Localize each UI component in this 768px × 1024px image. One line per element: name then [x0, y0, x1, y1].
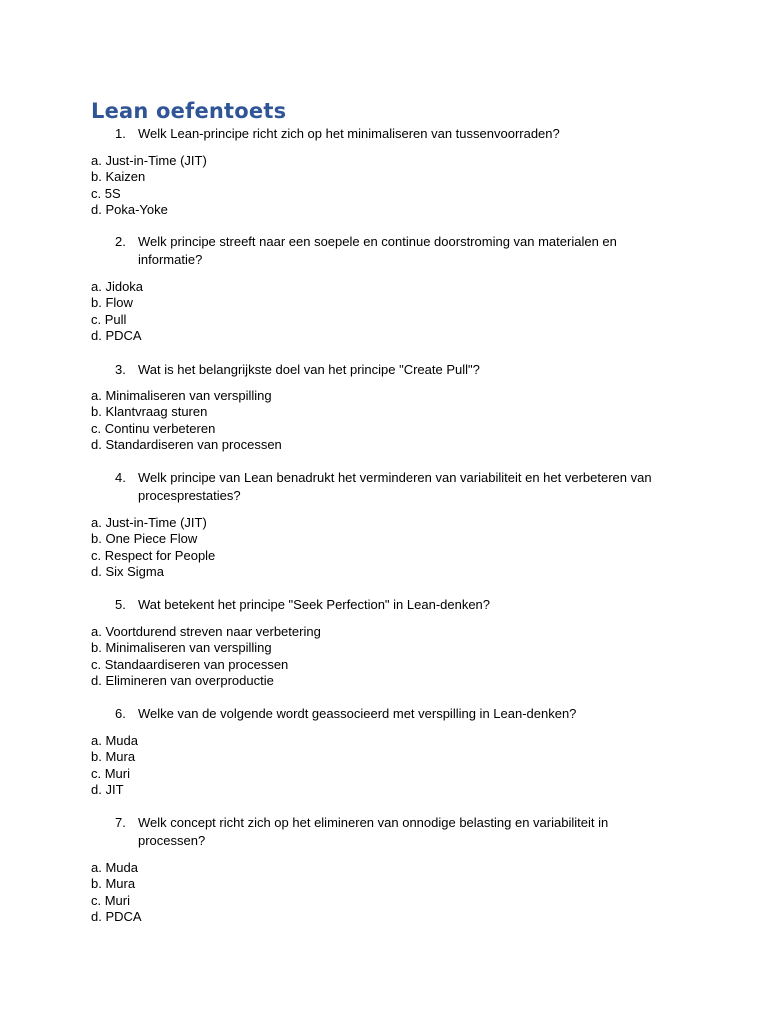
answer-option-d: d. Standardiseren van processen — [91, 437, 282, 453]
answer-options — [0, 860, 768, 926]
question-2 — [0, 233, 768, 345]
answer-option-b: b. One Piece Flow — [91, 531, 198, 547]
answer-option-d: d. Poka-Yoke — [91, 202, 168, 218]
answer-option-c: c. 5S — [91, 185, 121, 201]
answer-option-b: b. Minimaliseren van verspilling — [91, 640, 272, 656]
question-1 — [0, 125, 768, 219]
answer-option-d: d. JIT — [91, 782, 124, 798]
answer-option-d: d. PDCA — [91, 909, 142, 925]
question-number: 1. — [115, 126, 126, 141]
question-text — [0, 469, 768, 505]
question-number: 5. — [115, 597, 126, 612]
answer-option-a: a. Minimaliseren van verspilling — [91, 388, 272, 403]
answer-option-a: a. Muda — [91, 860, 138, 875]
answer-option-a: a. Voortdurend streven naar verbetering — [91, 624, 321, 639]
answer-option-a: a. Jidoka — [91, 279, 144, 294]
question-3 — [0, 361, 768, 454]
answer-options — [0, 624, 768, 690]
answer-option-c: c. Standaardiseren van processen — [91, 656, 289, 672]
question-4 — [0, 469, 768, 581]
question-label: Wat is het belangrijkste doel van het principe "Create Pull"? — [138, 362, 480, 377]
answer-option-c: c. Muri — [91, 892, 130, 908]
question-5 — [0, 596, 768, 690]
question-label: Wat betekent het principe "Seek Perfection" in Lean-denken? — [138, 597, 491, 612]
question-label: Welk principe van Lean benadrukt het verminderen van variabiliteit en het verbeteren van procesprestaties? — [138, 470, 652, 503]
answer-option-b: b. Klantvraag sturen — [91, 404, 208, 420]
question-text — [0, 596, 768, 614]
question-label: Welke van de volgende wordt geassocieerd met verspilling in Lean-denken? — [138, 706, 577, 721]
question-number: 4. — [115, 470, 126, 485]
answer-option-c: c. Muri — [91, 765, 130, 781]
question-label: Welk concept richt zich op het elimineren van onnodige belasting en variabiliteit in processen? — [138, 815, 609, 848]
answer-option-c: c. Continu verbeteren — [91, 420, 216, 436]
question-7 — [0, 814, 768, 926]
answer-option-d: d. Elimineren van overproductie — [91, 673, 274, 689]
question-text — [0, 233, 768, 269]
answer-option-a: a. Just-in-Time (JIT) — [91, 515, 207, 530]
answer-options — [0, 515, 768, 581]
question-label: Welk principe streeft naar een soepele en continue doorstroming van materialen en informatie? — [138, 234, 617, 267]
answer-options — [0, 388, 768, 454]
question-text — [0, 814, 768, 850]
question-text — [0, 125, 768, 143]
question-number: 2. — [115, 234, 126, 249]
question-6 — [0, 705, 768, 799]
question-label: Welk Lean-principe richt zich op het minimaliseren van tussenvoorraden? — [138, 126, 560, 141]
question-text — [0, 361, 768, 379]
answer-options — [0, 279, 768, 345]
answer-option-b: b. Mura — [91, 749, 136, 765]
question-number: 3. — [115, 362, 126, 377]
answer-option-d: d. PDCA — [91, 328, 142, 344]
answer-options — [0, 733, 768, 799]
answer-option-a: a. Muda — [91, 733, 138, 748]
question-number: 6. — [115, 706, 126, 721]
answer-option-d: d. Six Sigma — [91, 564, 164, 580]
answer-option-b: b. Mura — [91, 876, 136, 892]
answer-option-c: c. Pull — [91, 311, 127, 327]
question-text — [0, 705, 768, 723]
answer-option-b: b. Kaizen — [91, 169, 146, 185]
answer-option-a: a. Just-in-Time (JIT) — [91, 153, 207, 168]
answer-options — [0, 153, 768, 219]
answer-option-c: c. Respect for People — [91, 547, 216, 563]
question-number: 7. — [115, 815, 126, 830]
page-title: Lean oefentoets — [91, 99, 287, 123]
answer-option-b: b. Flow — [91, 295, 133, 311]
